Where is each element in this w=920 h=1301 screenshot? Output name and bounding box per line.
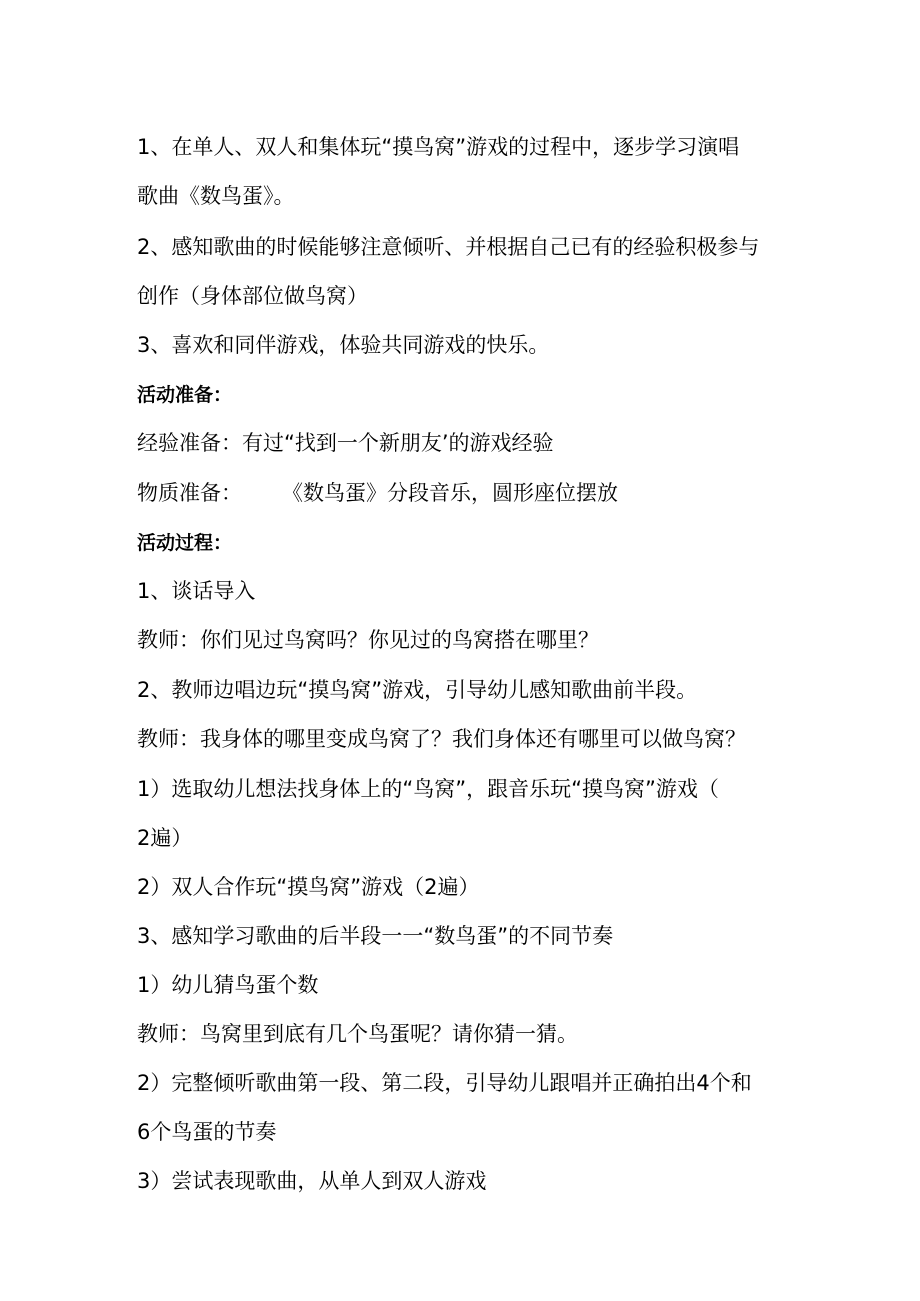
substep-3-2-line-2: 6个鸟蛋的节奏 — [137, 1120, 277, 1144]
substep-3-2-line-1: 2）完整倾听歌曲第一段、第二段，引导幼儿跟唱并正确拍出4个和 — [137, 1071, 752, 1095]
goal-1-line-2: 歌曲《数鸟蛋》。 — [137, 184, 295, 208]
substep-3-1: 1）幼儿猜鸟蛋个数 — [137, 973, 319, 997]
substep-3-3: 3）尝试表现歌曲，从单人到双人游戏 — [137, 1169, 487, 1193]
teacher-question-3: 教师：鸟窝里到底有几个鸟蛋呢？请你猜一猜。 — [137, 1022, 578, 1046]
material-preparation — [137, 480, 618, 506]
step-2: 2、教师边唱边玩“摸鸟窝”游戏，引导幼儿感知歌曲前半段。 — [137, 678, 698, 702]
goal-3: 3、喜欢和同伴游戏，体验共同游戏的快乐。 — [137, 333, 550, 357]
goal-1-line-1: 1、在单人、双人和集体玩“摸鸟窝”游戏的过程中，逐步学习演唱 — [137, 135, 740, 159]
section-heading-preparation: 活动准备： — [137, 384, 233, 406]
material-value: 《数鸟蛋》分段音乐，圆形座位摆放 — [282, 481, 618, 505]
material-label: 物质准备： — [137, 481, 242, 505]
goal-2-line-1: 2、感知歌曲的时候能够注意倾听、并根据自己已有的经验积极参与 — [137, 235, 760, 259]
teacher-question-1: 教师：你们见过鸟窝吗？你见过的鸟窝搭在哪里？ — [137, 628, 599, 652]
experience-preparation: 经验准备：有过“找到一个新朋友’的游戏经验 — [137, 431, 554, 455]
substep-2-2: 2）双人合作玩“摸鸟窝”游戏（2遍） — [137, 875, 480, 899]
section-heading-process: 活动过程： — [137, 532, 233, 554]
substep-2-1-line-1: 1）选取幼儿想法找身体上的“鸟窝”，跟音乐玩“摸鸟窝”游戏（ — [137, 777, 719, 801]
substep-2-1-line-2: 2遍） — [137, 826, 193, 850]
step-1: 1、谈话导入 — [137, 579, 256, 603]
step-3: 3、感知学习歌曲的后半段一一“数鸟蛋”的不同节奏 — [137, 924, 614, 948]
teacher-question-2: 教师：我身体的哪里变成鸟窝了？我们身体还有哪里可以做鸟窝？ — [137, 727, 746, 751]
goal-2-line-2: 创作（身体部位做鸟窝） — [137, 284, 368, 308]
